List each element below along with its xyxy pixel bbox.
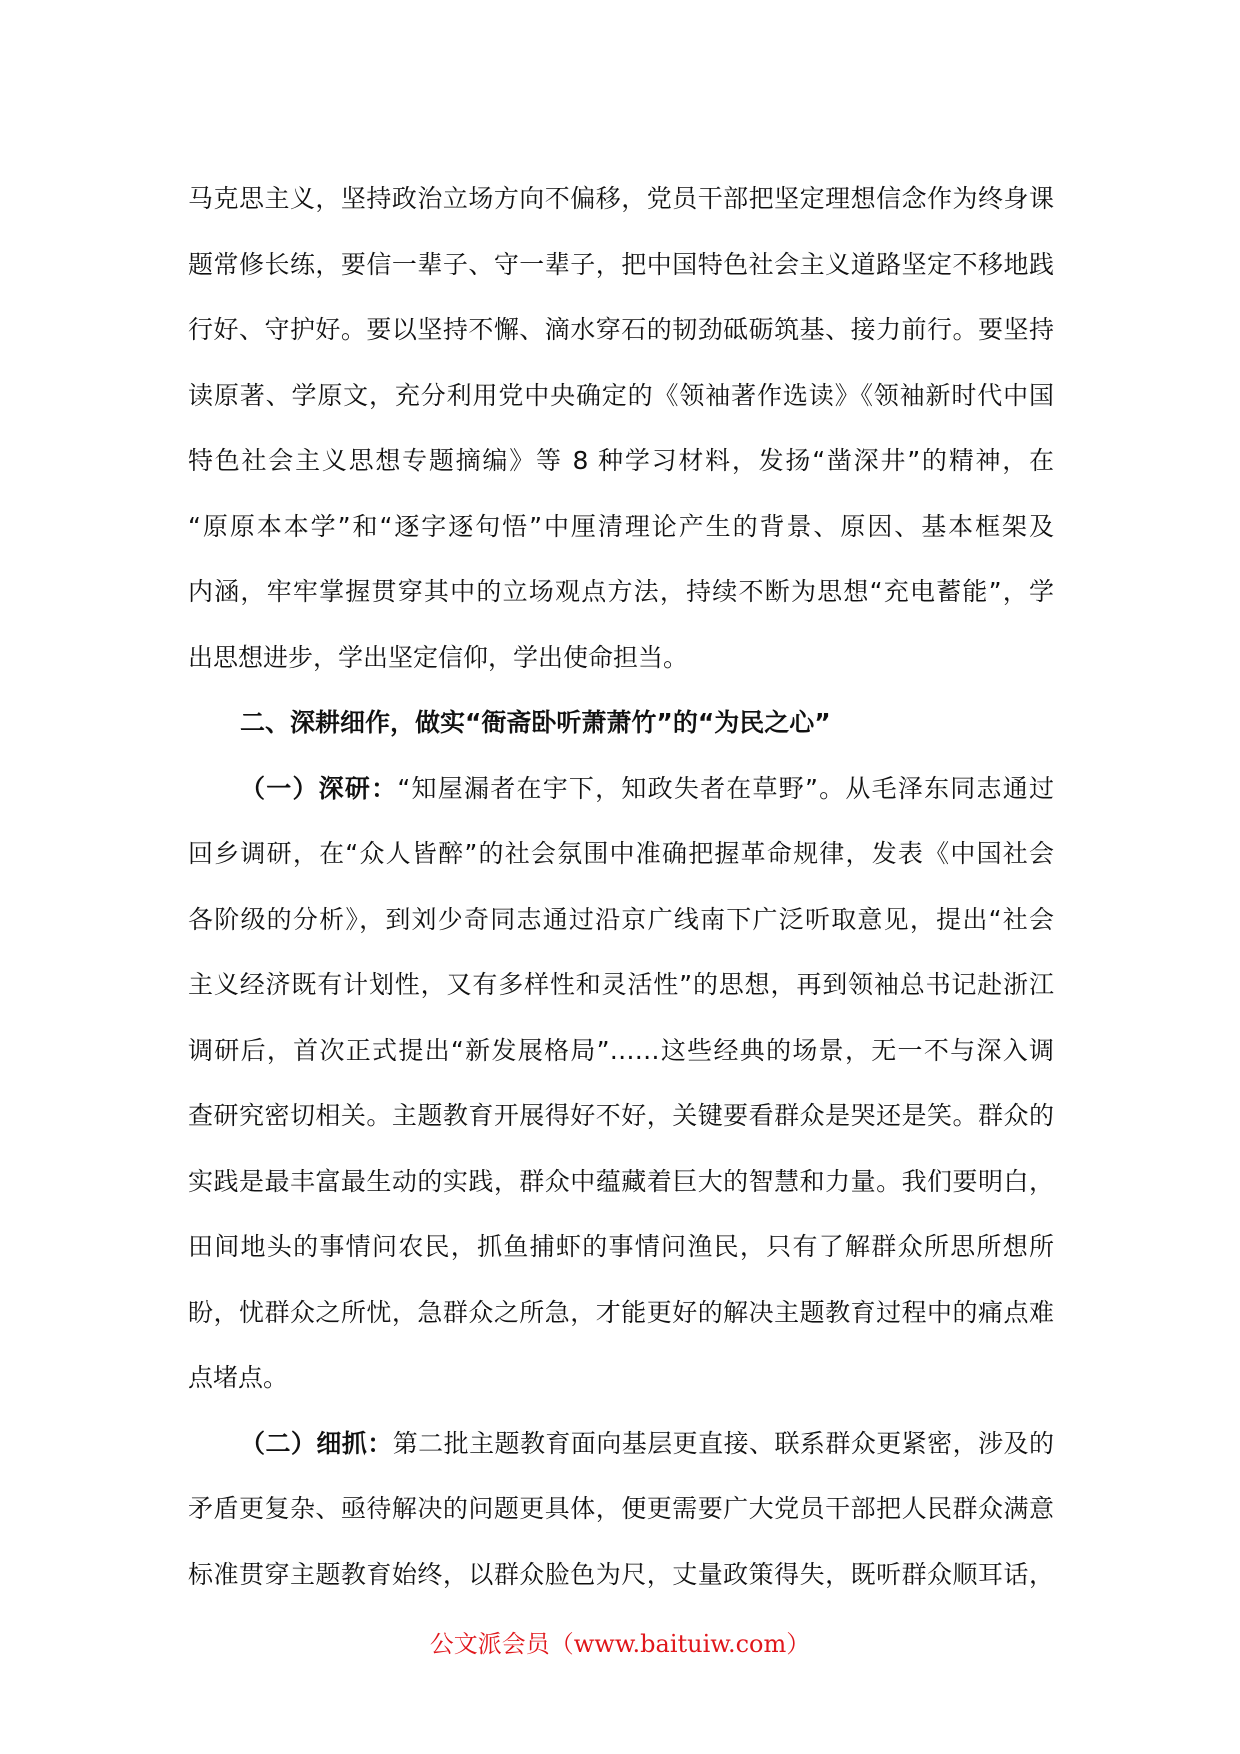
text-line: 实践是最丰富最生动的实践，群众中蕴藏着巨大的智慧和力量。我们要明白， (188, 1166, 1054, 1196)
text-line: 田间地头的事情问农民，抓鱼捕虾的事情问渔民，只有了解群众所思所想所 (188, 1232, 1054, 1261)
text-line: 点堵点。 (188, 1363, 289, 1392)
text-line: 题常修长练，要信一辈子、守一辈子，把中国特色社会主义道路坚定不移地践 (188, 249, 1054, 279)
subsection-lead: （二）细抓： (240, 1428, 393, 1458)
text-line: 矛盾更复杂、亟待解决的问题更具体，便更需要广大党员干部把人民群众满意 (188, 1494, 1054, 1523)
text-line: 标准贯穿主题教育始终，以群众脸色为尺，丈量政策得失，既听群众顺耳话， (188, 1559, 1054, 1589)
text-line: 各阶级的分析》，到刘少奇同志通过沿京广线南下广泛听取意见，提出“社会 (188, 904, 1054, 934)
footer-close-paren: ） (786, 1630, 811, 1658)
footer-watermark (0, 1624, 1240, 1659)
footer-url[interactable]: www.baituiw.com (573, 1630, 787, 1658)
text-line (188, 756, 1054, 822)
document-body (188, 166, 1054, 1607)
text-line: 主义经济既有计划性，又有多样性和灵活性”的思想，再到领袖总书记赴浙江 (188, 970, 1054, 999)
text-line: 出思想进步，学出坚定信仰，学出使命担当。 (188, 642, 689, 672)
section-heading: 二、深耕细作，做实“衙斋卧听萧萧竹”的“为民之心” (240, 708, 831, 737)
footer-open-paren: （ (549, 1630, 574, 1658)
text-line: “原原本本学”和“逐字逐句悟”中厘清理论产生的背景、原因、基本框架及 (188, 511, 1054, 541)
subsection-lead: （一）深研： (240, 773, 398, 803)
text-line: 马克思主义，坚持政治立场方向不偏移，党员干部把坚定理想信念作为终身课 (188, 184, 1054, 213)
text-span: 第二批主题教育面向基层更直接、联系群众更紧密，涉及的 (392, 1428, 1054, 1458)
text-line: 读原著、学原文，充分利用党中央确定的《领袖著作选读》《领袖新时代中国 (188, 380, 1054, 410)
text-line: 行好、守护好。要以坚持不懈、滴水穿石的韧劲砥砺筑基、接力前行。要坚持 (188, 315, 1054, 344)
text-line: 特色社会主义思想专题摘编》等 8 种学习材料，发扬“凿深井”的精神，在 (188, 446, 1054, 475)
text-line: 调研后，首次正式提出“新发展格局”……这些经典的场景，无一不与深入调 (188, 1035, 1054, 1065)
text-line: 回乡调研，在“众人皆醉”的社会氛围中准确把握革命规律，发表《中国社会 (188, 839, 1054, 868)
text-line (188, 1411, 1054, 1477)
text-line: 盼，忧群众之所忧，急群众之所急，才能更好的解决主题教育过程中的痛点难 (188, 1297, 1054, 1327)
text-line: 内涵，牢牢掌握贯穿其中的立场观点方法，持续不断为思想“充电蓄能”，学 (188, 577, 1054, 606)
text-line: 查研究密切相关。主题教育开展得好不好，关键要看群众是哭还是笑。群众的 (188, 1101, 1054, 1130)
footer-label: 公文派会员 (429, 1630, 550, 1658)
text-span: “知屋漏者在宇下，知政失者在草野”。从毛泽东同志通过 (397, 773, 1054, 803)
